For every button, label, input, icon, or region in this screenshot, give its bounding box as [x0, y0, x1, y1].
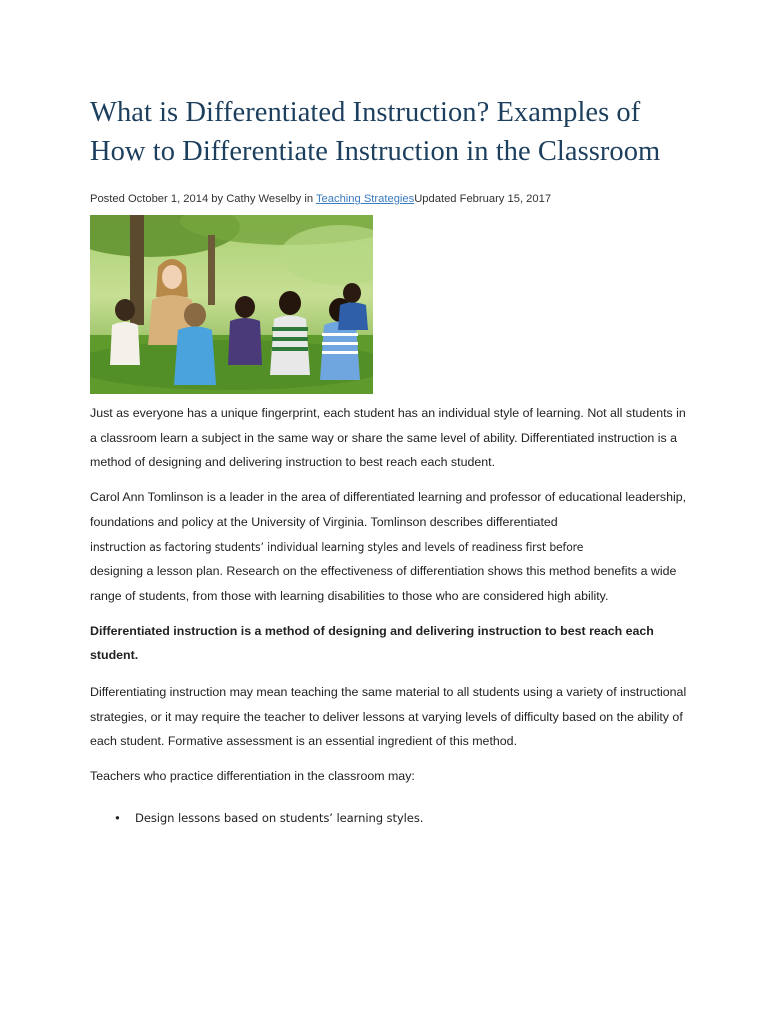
paragraph-tomlinson [90, 485, 690, 609]
category-link[interactable]: Teaching Strategies [315, 193, 415, 205]
list-item-text: Design lessons based on students’ learning styles. [135, 810, 424, 825]
paragraph-tomlinson-part3: designing a lesson plan. Research on the effectiveness of differentiation shows this method benefits a wide range of students, from those with learning disabilities to those who are considered high ability. [90, 564, 677, 603]
post-meta-prefix: Posted October 1, 2014 by Cathy Weselby in [90, 193, 316, 205]
updated-date: Updated February 15, 2017 [414, 193, 552, 205]
paragraph-methods: Differentiating instruction may mean teaching the same material to all students using a variety of instructional strategies, or it may require the teacher to deliver lessons at varying levels of difficulty based on the ability of each student. Formative assessment is an essential ingredient of this method. [90, 685, 687, 749]
paragraph-list-intro: Teachers who practice differentiation in the classroom may: [90, 769, 415, 784]
post-meta [90, 191, 690, 207]
article [90, 94, 690, 827]
bullet-icon: • [114, 810, 121, 825]
paragraph-tomlinson-part2: instruction as factoring students’ individual learning styles and levels of readiness first before [90, 539, 584, 554]
paragraph-highlight: Differentiated instruction is a method of designing and delivering instruction to best reach each student. [90, 623, 654, 663]
practice-list [90, 809, 690, 827]
paragraph-tomlinson-part1: Carol Ann Tomlinson is a leader in the area of differentiated learning and professor of educational leadership, foundations and policy at the University of Virginia. Tomlinson describes differentiated [90, 490, 687, 529]
article-photo [90, 215, 373, 394]
paragraph-intro: Just as everyone has a unique fingerprint, each student has an individual style of learning. Not all students in a classroom learn a subject in the same way or share the same level of ability. Differentiated instruction is a method of designing and delivering instruction to best reach each student. [90, 406, 686, 470]
list-item [90, 809, 690, 827]
article-title: What is Differentiated Instruction? Examples of How to Differentiate Instruction in the Classroom [90, 97, 661, 167]
